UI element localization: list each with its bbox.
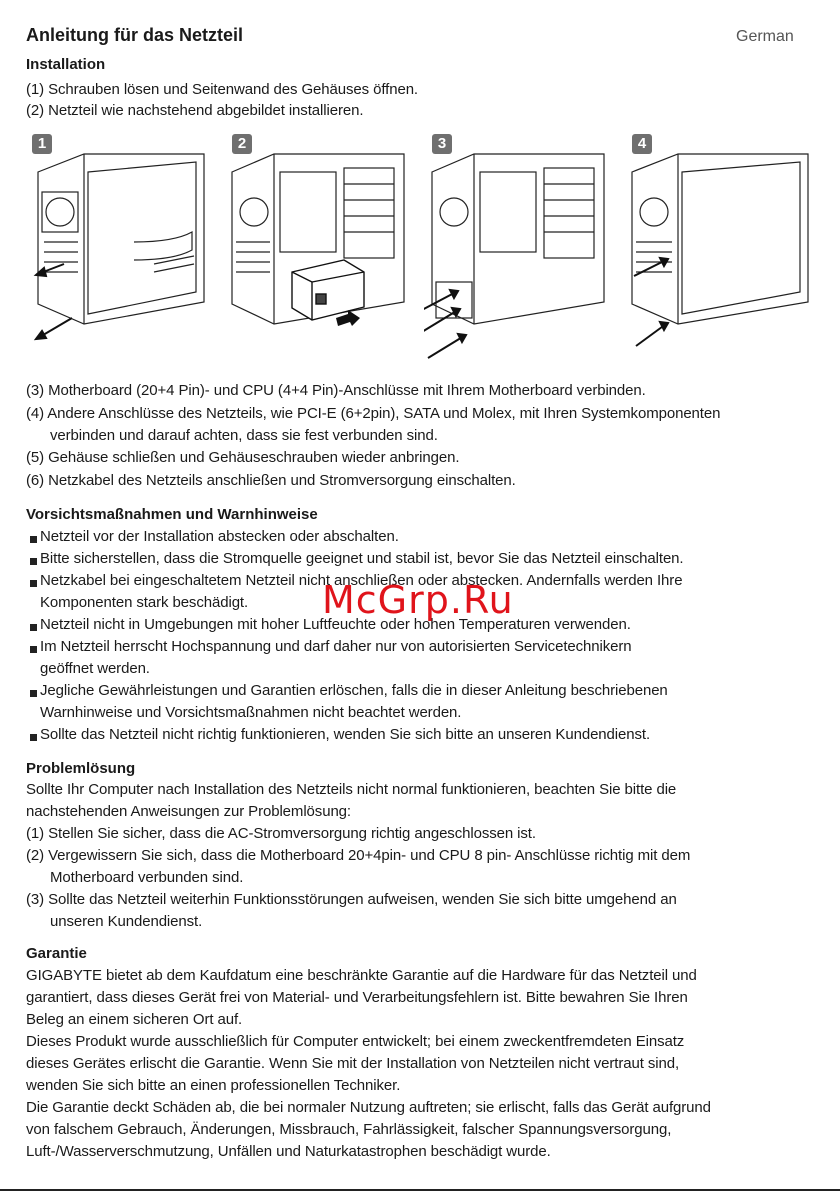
troubleshooting-heading: Problemlösung [26,760,136,777]
installation-step: (3) Motherboard (20+4 Pin)- und CPU (4+4 Pin)-Anschlüsse mit Ihrem Motherboard verbinden. [26,382,646,399]
watermark: McGrp.Ru [322,578,514,622]
psu-insert-illustration [224,132,414,364]
installation-step: (5) Gehäuse schließen und Gehäuseschrauben wieder anbringen. [26,449,460,466]
precaution-item: Netzkabel bei eingeschaltetem Netzteil nicht anschließen oder abstecken. Andernfalls werden Ihre [40,572,683,589]
warranty-line: Luft-/Wasserverschmutzung, Unfällen und Naturkatastrophen beschädigt wurde. [26,1143,551,1160]
precaution-item-continued: geöffnet werden. [40,660,150,677]
figure-step-2 [224,132,414,364]
warranty-line: dieses Gerätes erlischt die Garantie. Wenn Sie mit der Installation von Netzteilen nicht vertraut sind, [26,1055,680,1072]
troubleshooting-step: (1) Stellen Sie sicher, dass die AC-Stromversorgung richtig angeschlossen ist. [26,825,536,842]
bullet-square [30,624,37,631]
figure-step-4 [624,132,814,364]
precautions-heading: Vorsichtsmaßnahmen und Warnhinweise [26,506,318,523]
installation-step-continued: verbinden und darauf achten, dass sie fest verbunden sind. [50,427,438,444]
warranty-heading: Garantie [26,945,87,962]
warranty-line: von falschem Gebrauch, Änderungen, Missbrauch, Fahrlässigkeit, falscher Spannungsversorgung, [26,1121,672,1138]
troubleshooting-step-continued: Motherboard verbunden sind. [50,869,244,886]
figure-number-badge: 2 [232,134,252,154]
precaution-item: Im Netzteil herrscht Hochspannung und darf daher nur von autorisierten Servicetechnikern [40,638,632,655]
installation-step: (4) Andere Anschlüsse des Netzteils, wie PCI-E (6+2pin), SATA und Molex, mit Ihren Systemkomponenten [26,405,721,422]
precaution-item: Sollte das Netzteil nicht richtig funktionieren, wenden Sie sich bitte an unseren Kundendienst. [40,726,651,743]
installation-figures [24,132,816,364]
troubleshooting-step: (3) Sollte das Netzteil weiterhin Funktionsstörungen aufweisen, wenden Sie sich bitte umgehend an [26,891,677,908]
precaution-item: Jegliche Gewährleistungen und Garantien erlöschen, falls die in dieser Anleitung beschriebenen [40,682,668,699]
precaution-item: Bitte sicherstellen, dass die Stromquelle geeignet und stabil ist, bevor Sie das Netzteil einschalten. [40,550,684,567]
warranty-line: Die Garantie deckt Schäden ab, die bei normaler Nutzung auftreten; sie erlischt, falls das Gerät aufgrund [26,1099,711,1116]
language-label: German [736,28,794,45]
figure-step-1 [24,132,214,364]
troubleshooting-step: (2) Vergewissern Sie sich, dass die Motherboard 20+4pin- und CPU 8 pin- Anschlüsse richtig mit dem [26,847,691,864]
precaution-item-continued: Komponenten stark beschädigt. [40,594,249,611]
figure-number-badge: 4 [632,134,652,154]
troubleshooting-line: Sollte Ihr Computer nach Installation des Netzteils nicht normal funktionieren, beachten Sie bitte die [26,781,677,798]
bullet-square [30,690,37,697]
figure-number-badge: 3 [432,134,452,154]
warranty-line: wenden Sie sich bitte an einen professionellen Techniker. [26,1077,401,1094]
case-close-illustration [624,132,814,364]
figure-number-badge: 1 [32,134,52,154]
warranty-line: GIGABYTE bietet ab dem Kaufdatum eine beschränkte Garantie auf die Hardware für das Netzteil und [26,967,697,984]
installation-heading: Installation [26,56,106,73]
troubleshooting-step-continued: unseren Kundendienst. [50,913,203,930]
bullet-square [30,646,37,653]
bullet-square [30,558,37,565]
warranty-line: Beleg an einem sicheren Ort auf. [26,1011,243,1028]
footer-rule [0,1189,840,1191]
troubleshooting-line: nachstehenden Anweisungen zur Problemlösung: [26,803,351,820]
psu-screws-illustration [424,132,614,364]
case-side-panel-illustration [24,132,214,364]
warranty-line: Dieses Produkt wurde ausschließlich für Computer entwickelt; bei einem zweckentfremdeten Einsatz [26,1033,685,1050]
installation-step: (2) Netzteil wie nachstehend abgebildet installieren. [26,102,364,119]
precaution-item: Netzteil nicht in Umgebungen mit hoher Luftfeuchte oder hohen Temperaturen verwenden. [40,616,631,633]
precaution-item: Netzteil vor der Installation abstecken oder abschalten. [40,528,399,545]
bullet-square [30,580,37,587]
bullet-square [30,734,37,741]
warranty-line: garantiert, dass dieses Gerät frei von Material- und Verarbeitungsfehlern ist. Bitte bewahren Sie Ihren [26,989,688,1006]
page-title: Anleitung für das Netzteil [26,25,244,45]
precaution-item-continued: Warnhinweise und Vorsichtsmaßnahmen nicht beachtet werden. [40,704,462,721]
figure-step-3 [424,132,614,364]
bullet-square [30,536,37,543]
installation-step: (1) Schrauben lösen und Seitenwand des Gehäuses öffnen. [26,81,419,98]
installation-step: (6) Netzkabel des Netzteils anschließen und Stromversorgung einschalten. [26,472,516,489]
